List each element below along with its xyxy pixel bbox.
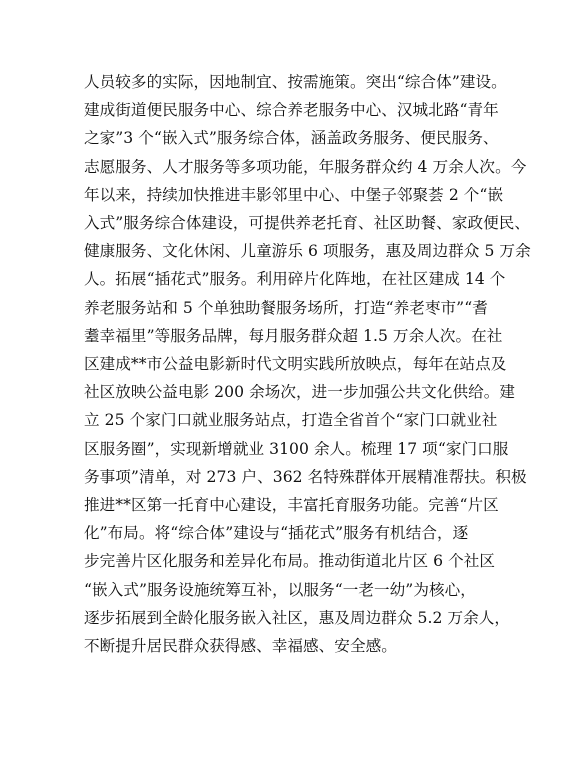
text-line: 养老服务站和 5 个单独助餐服务场所，打造“养老枣市”“耆 [84, 298, 488, 317]
text-line: 建成街道便民服务中心、综合养老服务中心、汉城北路“青年 [84, 101, 499, 120]
text-line: 推进**区第一托育中心建设，丰富托育服务功能。完善“片区 [84, 496, 499, 515]
text-line: 人。拓展“插花式”服务。利用碎片化阵地，在社区建成 14 个 [84, 270, 506, 289]
text-line: 年以来，持续加快推进丰影邻里中心、中堡子邻聚荟 2 个“嵌 [84, 185, 504, 204]
text-line: 人员较多的实际，因地制宜、按需施策。突出“综合体”建设。 [84, 73, 507, 91]
text-line: 区建成**市公益电影新时代文明实践所放映点，每年在站点及 [84, 355, 507, 374]
text-line: 立 25 个家门口就业服务站点，打造全省首个“家门口就业社 [84, 411, 498, 430]
text-line: 健康服务、文化休闲、儿童游乐 6 项服务，惠及周边群众 5 万余 [84, 242, 531, 261]
text-line: 之家”3 个“嵌入式”服务综合体，涵盖政务服务、便民服务、 [84, 129, 499, 148]
text-line: 社区放映公益电影 200 余场次，进一步加强公共文化供给。建 [84, 383, 516, 402]
text-line: 务事项”清单，对 273 户、362 名特殊群体开展精准帮扶。积极 [84, 467, 527, 486]
text-line: 区服务圈”，实现新增就业 3100 余人。梳理 17 项“家门口服 [84, 439, 509, 458]
text-line: 化”布局。将“综合体”建设与“插花式”服务有机结合，逐 [84, 524, 469, 543]
text-line: 耋幸福里”等服务品牌，每月服务群众超 1.5 万余人次。在社 [84, 326, 503, 345]
text-line: 步完善片区化服务和差异化布局。推动街道北片区 6 个社区 [84, 552, 496, 571]
text-line: “嵌入式”服务设施统筹互补，以服务“一老一幼”为核心， [84, 580, 476, 599]
text-line: 志愿服务、人才服务等多项功能，年服务群众约 4 万余人次。今 [84, 157, 527, 176]
text-line: 不断提升居民群众获得感、幸福感、安全感。 [84, 637, 397, 656]
text-line: 入式”服务综合体建设，可提供养老托育、社区助餐、家政便民、 [84, 214, 531, 233]
text-line: 逐步拓展到全龄化服务嵌入社区，惠及周边群众 5.2 万余人， [84, 608, 511, 627]
body-paragraph [84, 68, 531, 660]
